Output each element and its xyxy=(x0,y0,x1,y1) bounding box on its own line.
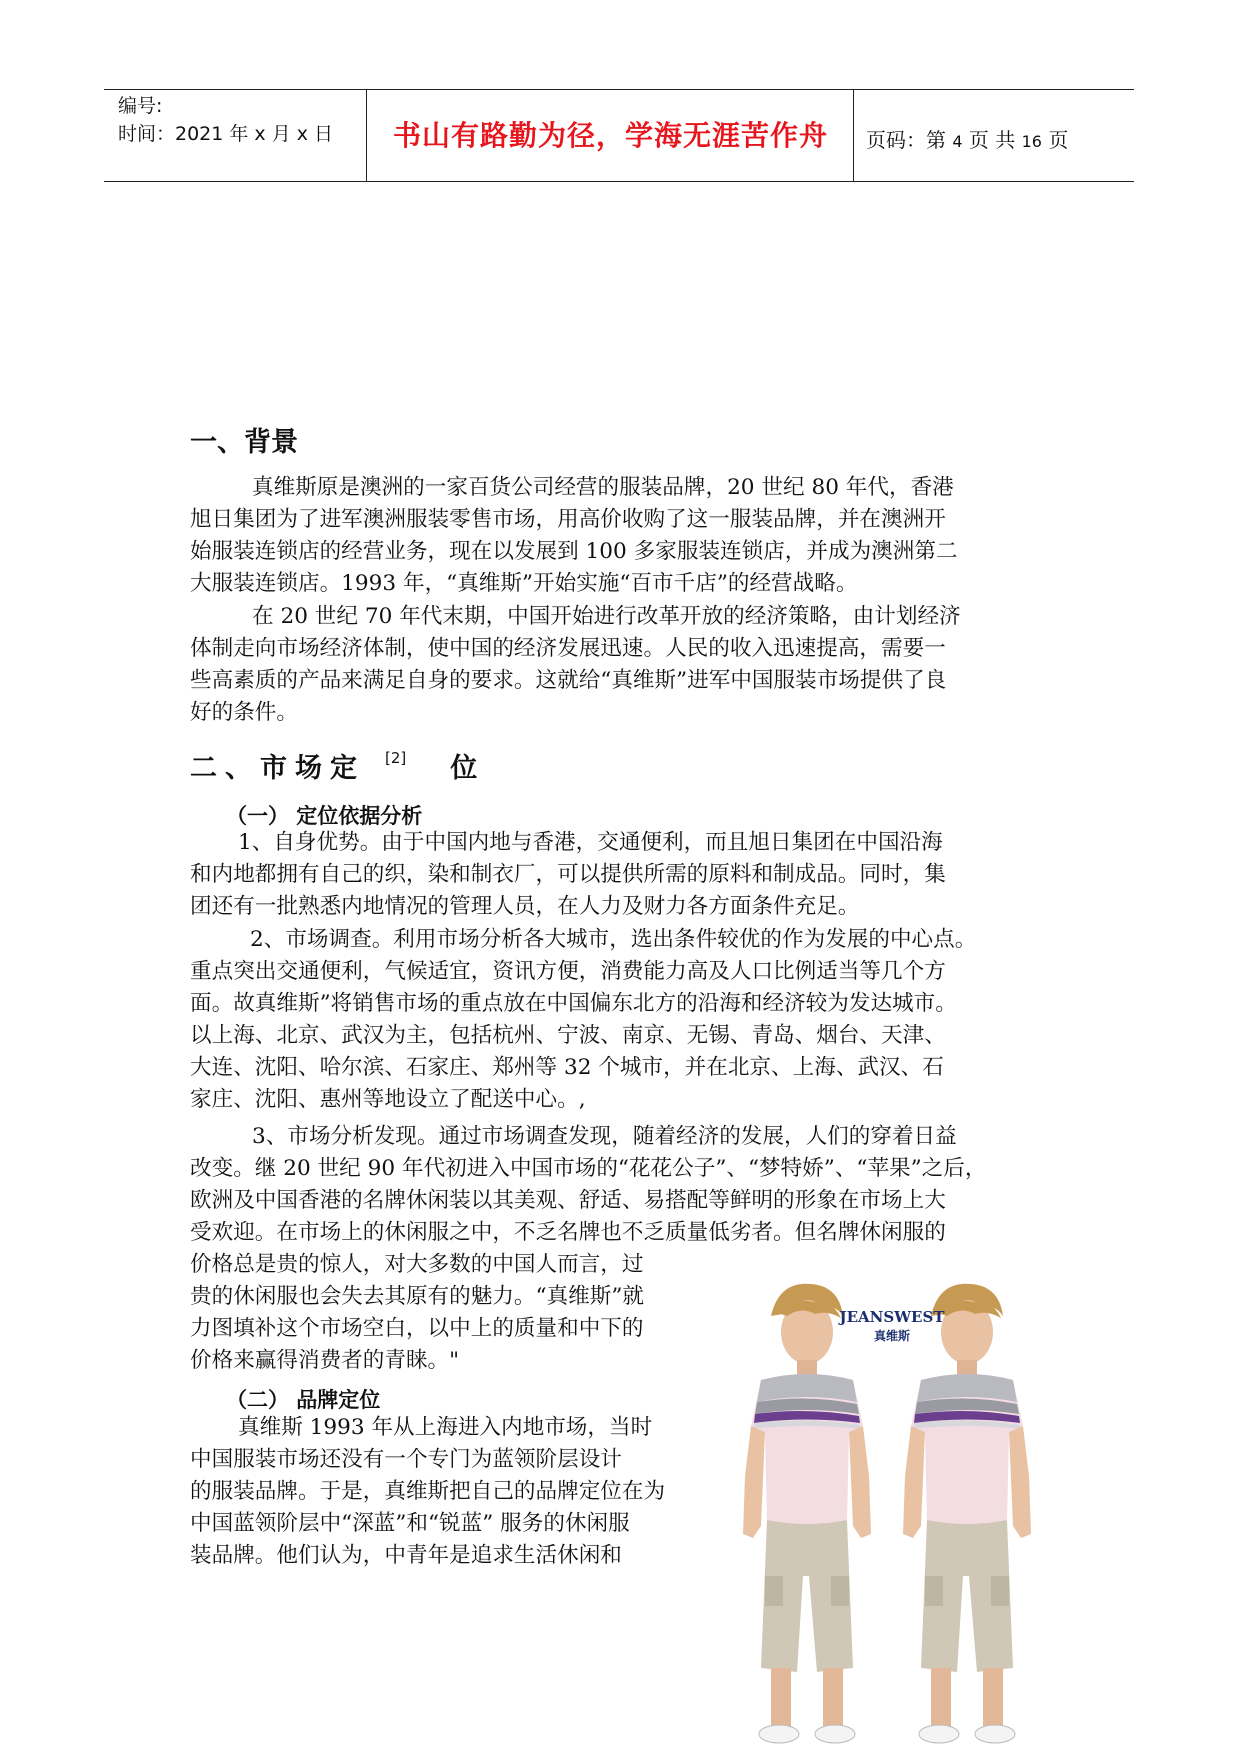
text-line: 中国蓝领阶层中“深蓝”和“锐蓝” 服务的休闲服 xyxy=(190,1511,630,1536)
reference-mark: [2] xyxy=(385,749,407,767)
page-suffix: 页 xyxy=(1048,128,1069,152)
text-line: 体制走向市场经济体制，使中国的经济发展迅速。人民的收入迅速提高，需要一 xyxy=(190,636,946,661)
section1-paragraph-1 xyxy=(190,472,958,600)
text-line: 价格总是贵的惊人，对大多数的中国人而言，过 xyxy=(190,1252,644,1277)
header-divider-right xyxy=(853,89,854,182)
text-line: 以上海、北京、武汉为主，包括杭州、宁波、南京、无锡、青岛、烟台、天津、 xyxy=(190,1023,946,1048)
section1-paragraph-2 xyxy=(190,601,961,729)
text-line: 受欢迎。在市场上的休闲服之中，不乏名牌也不乏质量低劣者。但名牌休闲服的 xyxy=(190,1220,946,1245)
jeanswest-logo: JEANSWEST xyxy=(839,1308,945,1326)
header-divider-left xyxy=(366,89,367,182)
text-line: 大连、沈阳、哈尔滨、石家庄、郑州等 32 个城市，并在北京、上海、武汉、石 xyxy=(190,1055,944,1080)
text-line: 装品牌。他们认为，中青年是追求生活休闲和 xyxy=(190,1543,622,1568)
text-line: 中国服装市场还没有一个专门为蓝领阶层设计 xyxy=(190,1447,622,1472)
text-line: 些高素质的产品来满足自身的要求。这就给“真维斯”进军中国服装市场提供了良 xyxy=(190,668,947,693)
subheading-positioning-basis: （一） 定位依据分析 xyxy=(226,804,423,828)
header-page-number xyxy=(866,124,1068,153)
header-motto: 书山有路勤为径，学海无涯苦作舟 xyxy=(392,119,828,152)
brand-positioning-paragraph xyxy=(190,1412,665,1572)
text-line: 的服装品牌。于是，真维斯把自己的品牌定位在为 xyxy=(190,1479,666,1504)
subheading-brand-positioning: （二） 品牌定位 xyxy=(226,1388,381,1412)
header-time-label: 时间：2021 年 x 月 x 日 xyxy=(118,123,334,145)
text-line: 真维斯原是澳洲的一家百货公司经营的服装品牌，20 世纪 80 年代，香港 xyxy=(252,475,954,500)
text-line: 团还有一批熟悉内地情况的管理人员，在人力及财力各方面条件充足。 xyxy=(190,894,860,919)
jeanswest-logo-cn: 真维斯 xyxy=(873,1329,911,1343)
model-illustration xyxy=(731,1266,1054,1754)
text-line: 力图填补这个市场空白，以中上的质量和中下的 xyxy=(190,1316,644,1341)
header-top-rule xyxy=(104,89,1134,90)
text-line: 好的条件。 xyxy=(190,700,298,725)
text-line: 改变。继 20 世纪 90 年代初进入中国市场的“花花公子”、“梦特娇”、“苹果”之后， xyxy=(190,1156,987,1181)
text-line: 价格来赢得消费者的青睐。" xyxy=(190,1348,460,1373)
text-line: 和内地都拥有自己的织，染和制衣厂，可以提供所需的原料和制成品。同时，集 xyxy=(190,862,946,887)
text-line: 大服装连锁店。1993 年，“真维斯”开始实施“百市千店”的经营战略。 xyxy=(190,571,858,596)
text-line: 旭日集团为了进军澳洲服装零售市场，用高价收购了这一服装品牌，并在澳洲开 xyxy=(190,507,946,532)
text-line: 3、市场分析发现。通过市场调查发现，随着经济的发展，人们的穿着日益 xyxy=(252,1124,957,1149)
section-heading-background: 一、背景 xyxy=(190,427,298,458)
heading-part-1: 二、市场定 xyxy=(190,753,365,784)
text-line: 在 20 世纪 70 年代末期，中国开始进行改革开放的经济策略，由计划经济 xyxy=(252,604,961,629)
jeanswest-model-photo xyxy=(731,1266,1054,1754)
text-line: 1、自身优势。由于中国内地与香港，交通便利，而且旭日集团在中国沿海 xyxy=(238,830,943,855)
page-total: 16 xyxy=(1021,132,1042,151)
header-bottom-rule xyxy=(104,181,1134,182)
item-1-self-advantage xyxy=(190,827,946,923)
text-line: 贵的休闲服也会失去其原有的魅力。“真维斯”就 xyxy=(190,1284,644,1309)
text-line: 家庄、沈阳、惠州等地设立了配送中心。, xyxy=(190,1087,586,1112)
text-line: 始服装连锁店的经营业务，现在以发展到 100 多家服装连锁店，并成为澳洲第二 xyxy=(190,539,958,564)
text-line: 面。故真维斯”将销售市场的重点放在中国偏东北方的沿海和经济较为发达城市。 xyxy=(190,991,957,1016)
page-mid: 页 共 xyxy=(968,128,1016,152)
text-line: 2、市场调查。利用市场分析各大城市，选出条件较优的作为发展的中心点。 xyxy=(250,927,977,952)
text-line: 真维斯 1993 年从上海进入内地市场，当时 xyxy=(238,1415,653,1440)
header-number-label: 编号: xyxy=(118,95,163,117)
header-info xyxy=(118,92,333,148)
page-current: 4 xyxy=(952,132,963,151)
text-line: 欧洲及中国香港的名牌休闲装以其美观、舒适、易搭配等鲜明的形象在市场上大 xyxy=(190,1188,946,1213)
text-line: 重点突出交通便利，气候适宜，资讯方便，消费能力高及人口比例适当等几个方 xyxy=(190,959,946,984)
page-prefix: 页码：第 xyxy=(866,128,946,152)
item-2-market-survey xyxy=(190,924,976,1116)
heading-part-2: 位 xyxy=(450,753,486,784)
section-heading-market-positioning xyxy=(190,746,485,785)
